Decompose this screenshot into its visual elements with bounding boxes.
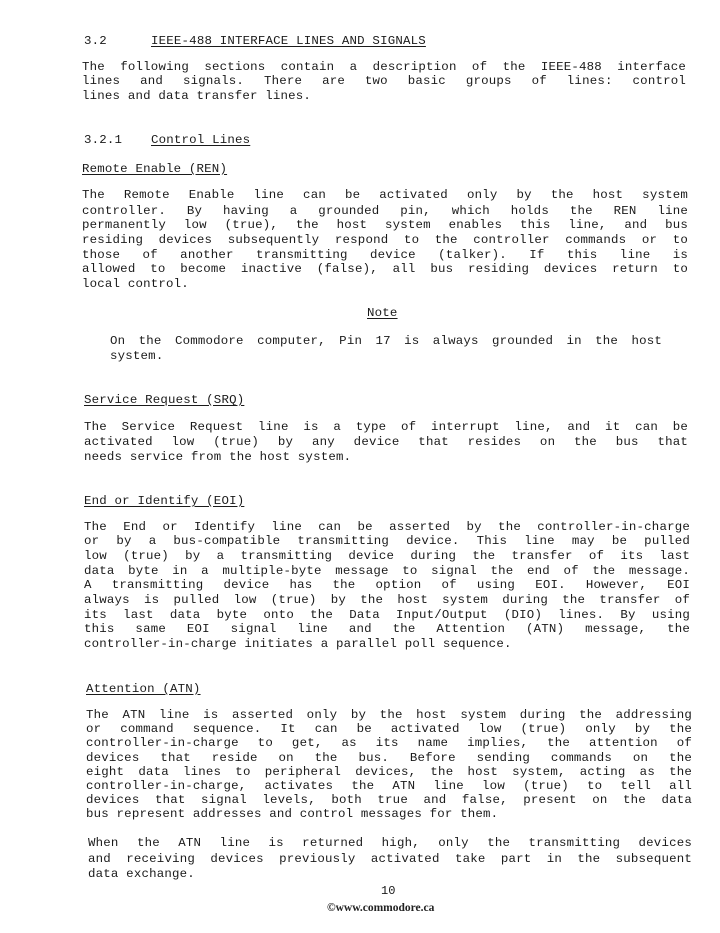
atn-line: The ATN line is asserted only by the host system during the addressing (86, 708, 692, 722)
ren-heading: Remote Enable (REN) (82, 162, 228, 176)
subsection-title: Control Lines (151, 133, 251, 147)
eoi-line: data byte in a multiple-byte message to signal the end of the message. (84, 564, 690, 578)
atn-line: controller-in-charge, activates the ATN line low (true) to tell all (86, 779, 692, 793)
eoi-line: A transmitting device has the option of using EOI. However, EOI (84, 578, 690, 592)
ren-line: those of another transmitting device (talker). If this line is (82, 248, 688, 262)
atn-line: bus represent addresses and control messages for them. (86, 807, 499, 821)
intro-line: lines and signals. There are two basic groups of lines: control (82, 74, 686, 88)
page-number: 10 (381, 884, 396, 898)
eoi-line: always is pulled low (true) by the host system during the transfer of (84, 593, 690, 607)
eoi-line: this same EOI signal line and the Attention (ATN) message, the (84, 622, 690, 636)
atn-heading: Attention (ATN) (86, 682, 201, 696)
eoi-line: or by a bus-compatible transmitting device. This line may be pulled (84, 534, 690, 548)
srq-heading: Service Request (SRQ) (84, 393, 245, 407)
eoi-line: low (true) by a transmitting device during the transfer of its last (84, 549, 690, 563)
atn-line: data exchange. (88, 867, 195, 881)
srq-line: activated low (true) by any device that resides on the bus that (84, 435, 688, 449)
intro-line: The following sections contain a description of the IEEE-488 interface (82, 60, 686, 74)
srq-line: needs service from the host system. (84, 450, 352, 464)
ren-line: residing devices subsequently respond to the controller commands or to (82, 233, 688, 247)
srq-line: The Service Request line is a type of interrupt line, and it can be (84, 420, 688, 434)
note-heading: Note (367, 306, 398, 320)
ren-line: controller. By having a grounded pin, which holds the REN line (82, 204, 688, 218)
intro-line: lines and data transfer lines. (82, 89, 312, 103)
atn-line: eight data lines to peripheral devices, the host system, acting as the (86, 765, 692, 779)
section-number: 3.2 (84, 34, 107, 48)
eoi-line: The End or Identify line can be asserted by the controller-in-charge (84, 520, 690, 534)
eoi-line: its last data byte onto the Data Input/Output (DIO) lines. By using (84, 608, 690, 622)
atn-line: or command sequence. It can be activated low (true) only by the (86, 722, 692, 736)
ren-line: local control. (82, 277, 189, 291)
note-line: system. (110, 349, 164, 363)
section-title: IEEE-488 INTERFACE LINES AND SIGNALS (151, 34, 426, 48)
watermark-url[interactable]: ©www.commodore.ca (327, 902, 435, 914)
subsection-number: 3.2.1 (84, 133, 123, 147)
atn-line: When the ATN line is returned high, only the transmitting devices (88, 836, 692, 850)
eoi-line: controller-in-charge initiates a parallel poll sequence. (84, 637, 512, 651)
ren-line: permanently low (true), the host system enables this line, and bus (82, 218, 688, 232)
atn-line: devices that signal levels, both true and false, present on the data (86, 793, 692, 807)
atn-line: controller-in-charge to get, as its name implies, the attention of (86, 736, 692, 750)
ren-line: allowed to become inactive (false), all bus residing devices return to (82, 262, 688, 276)
ren-line: The Remote Enable line can be activated only by the host system (82, 188, 688, 202)
eoi-heading: End or Identify (EOI) (84, 494, 245, 508)
atn-line: devices that reside on the bus. Before sending commands on the (86, 751, 692, 765)
atn-line: and receiving devices previously activated take part in the subsequent (88, 852, 692, 866)
note-line: On the Commodore computer, Pin 17 is always grounded in the host (110, 334, 662, 348)
